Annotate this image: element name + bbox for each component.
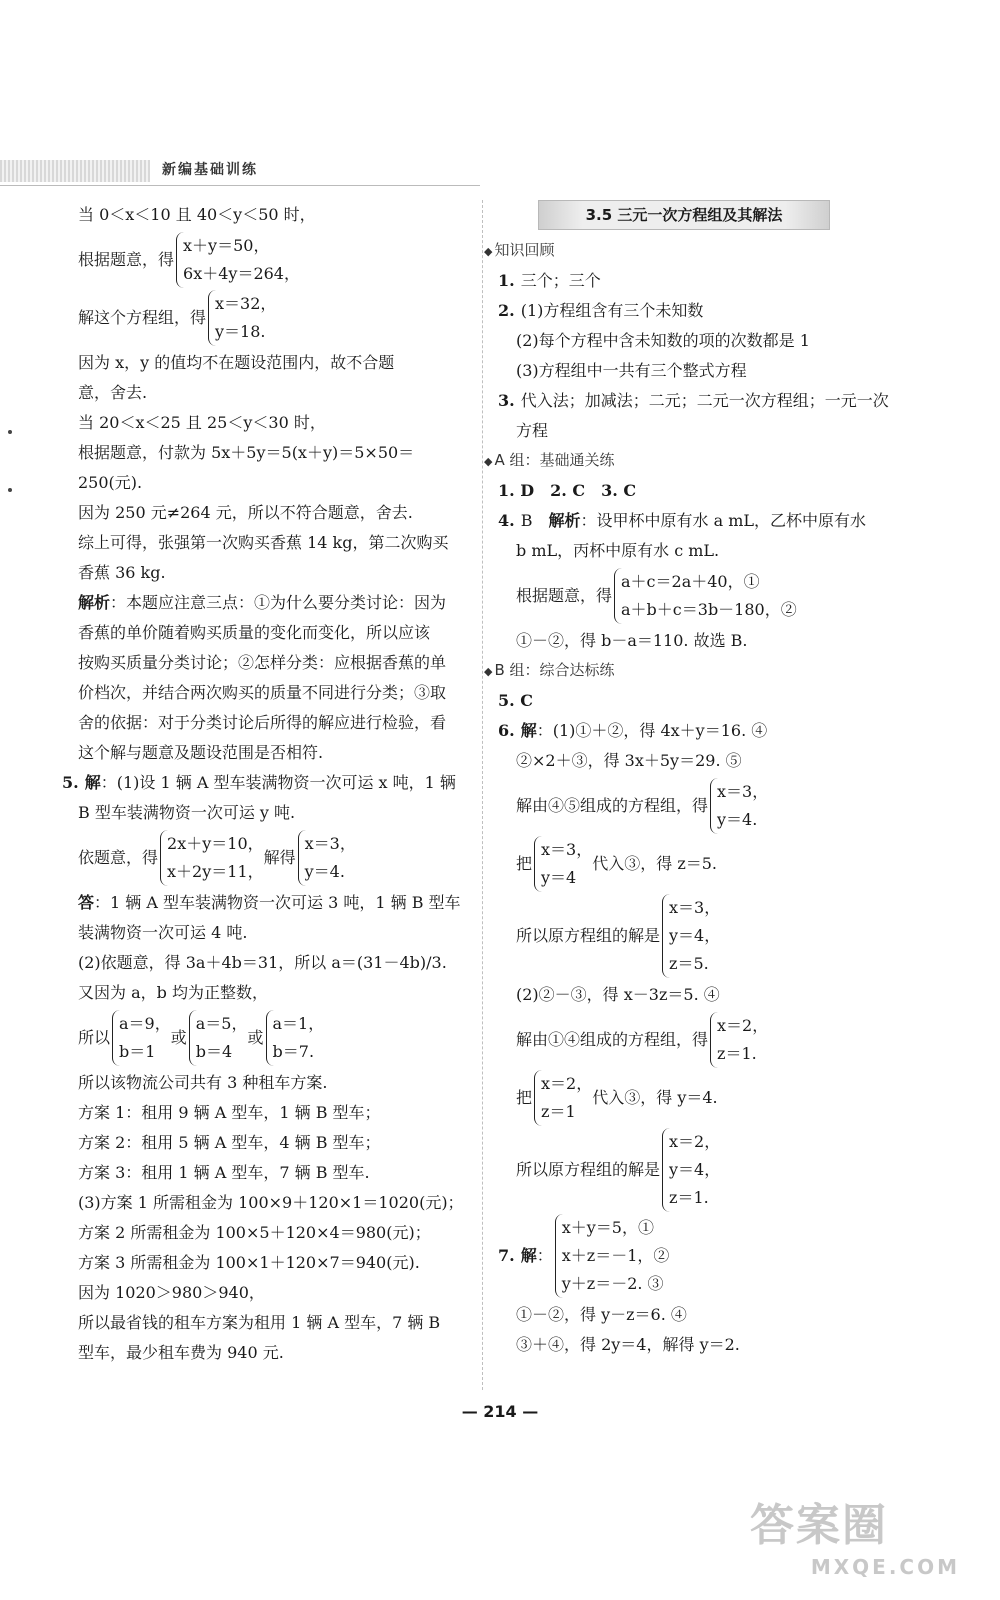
analysis-line: 香蕉的单价随着购买质量的变化而变化，所以应该 xyxy=(78,623,431,642)
answer-label: 答 xyxy=(78,893,95,912)
analysis-label: 解析 xyxy=(78,593,111,612)
diamond-icon: ◆ xyxy=(484,665,493,678)
watermark-url: MXQE.COM xyxy=(810,1555,960,1579)
group-a-heading-text: A 组：基础通关练 xyxy=(494,451,615,469)
text-line: 方案 3：租用 1 辆 A 型车，7 辆 B 型车. xyxy=(78,1163,370,1182)
text-line: 型车，最少租车费为 940 元. xyxy=(78,1343,284,1362)
text-line: 所以最省钱的租车方案为租用 1 辆 A 型车，7 辆 B xyxy=(78,1313,441,1332)
brace xyxy=(160,830,264,886)
system-lead: 把 xyxy=(516,1088,533,1107)
equation: x＝32， xyxy=(215,294,277,313)
answer-3 xyxy=(498,386,898,416)
equation-system xyxy=(498,568,898,624)
brace xyxy=(189,1010,248,1066)
text-line: 250(元). xyxy=(78,473,143,492)
diamond-icon: ◆ xyxy=(484,245,493,258)
brace xyxy=(534,1070,592,1126)
brace xyxy=(176,232,300,288)
system-lead: 所以原方程组的解是 xyxy=(516,926,661,945)
solution-label: 解 xyxy=(84,773,101,792)
analysis-text: ：本题应注意三点：①为什么要分类讨论：因为 xyxy=(110,593,447,612)
equation: z＝5. xyxy=(669,954,709,973)
text-line: 方案 2 所需租金为 100×5＋120×4＝980(元)； xyxy=(78,1223,431,1242)
text-line: 方案 1：租用 9 辆 A 型车，1 辆 B 型车； xyxy=(78,1103,381,1122)
equation: x＋y＝5，① xyxy=(561,1218,654,1237)
header-title: 新编基础训练 xyxy=(162,162,258,178)
equation-system xyxy=(78,290,473,346)
equation: a＝1， xyxy=(272,1014,325,1033)
brace xyxy=(266,1010,325,1066)
equation: x＝3， xyxy=(304,834,356,853)
answer-text: (1)方程组含有三个未知数 xyxy=(520,301,704,320)
system-tail: 代入③，得 y＝4. xyxy=(592,1088,718,1107)
brace xyxy=(555,1214,670,1298)
left-column xyxy=(62,200,473,1368)
text-line: 根据题意，付款为 5x＋5y＝5(x＋y)＝5×50＝ xyxy=(78,443,415,462)
analysis-line xyxy=(78,588,473,618)
answer-text: 代入法；加减法；二元；二元一次方程组；一元一次 xyxy=(520,391,889,410)
answer-line xyxy=(78,888,473,918)
equation: x＋y＝50， xyxy=(183,236,270,255)
text-line: ③＋④，得 2y＝4，解得 y＝2. xyxy=(516,1335,740,1354)
solution-label: 解 xyxy=(520,1246,537,1265)
text-line: ①－②，得 y－z＝6. ④ xyxy=(516,1305,687,1324)
equation-system xyxy=(78,830,473,886)
equation: 2x＋y＝10， xyxy=(167,834,264,853)
question-number: 6. xyxy=(498,721,515,740)
text-line: (3)方案 1 所需租金为 100×9＋120×1＝1020(元)； xyxy=(78,1193,464,1212)
text-line: 因为 1020＞980＞940， xyxy=(78,1283,265,1302)
equation-system xyxy=(78,232,473,288)
answer-text: ：1 辆 A 型车装满物资一次可运 3 吨，1 辆 B 型车 xyxy=(94,893,461,912)
equation: y＝4. xyxy=(304,862,345,881)
question-5 xyxy=(62,768,473,798)
equation: z＝1. xyxy=(717,1044,757,1063)
system-lead: 根据题意，得 xyxy=(516,586,613,605)
header-rule xyxy=(0,185,480,186)
equation: a＝9， xyxy=(119,1014,171,1033)
brace xyxy=(534,836,592,892)
system-or: 或 xyxy=(247,1028,264,1047)
text-line: 又因为 a，b 均为正整数， xyxy=(78,983,268,1002)
equation: y＝4. xyxy=(717,810,758,829)
answer-1 xyxy=(498,266,898,296)
equation: x＋z＝－1，② xyxy=(561,1246,670,1265)
equation: b＝4 xyxy=(195,1042,233,1061)
answers-1-3: 1. D 2. C 3. C xyxy=(498,481,637,500)
diamond-icon: ◆ xyxy=(484,455,493,468)
text-line: b mL，丙杯中原有水 c mL. xyxy=(516,541,720,560)
answer-choice: B xyxy=(520,511,533,530)
system-lead: 所以 xyxy=(78,1028,111,1047)
brace xyxy=(614,568,797,624)
equation: 6x＋4y＝264， xyxy=(183,264,300,283)
column-divider xyxy=(482,200,483,1390)
equation: x＝2， xyxy=(717,1016,769,1035)
system-lead: 所以原方程组的解是 xyxy=(516,1160,661,1179)
equation: y＝18. xyxy=(215,322,266,341)
text-line: 香蕉 36 kg. xyxy=(78,563,166,582)
question-number: 2. xyxy=(498,301,515,320)
system-tail: 代入③，得 z＝5. xyxy=(592,854,718,873)
question-7: 7. 解： xyxy=(498,1246,553,1265)
analysis-line: 舍的依据：对于分类讨论后所得的解应进行检验，看 xyxy=(78,713,447,732)
text-line: (2)②－③，得 x－3z＝5. ④ xyxy=(516,985,720,1004)
equation: x＝3， xyxy=(669,898,721,917)
equation: b＝1 xyxy=(119,1042,156,1061)
answer-5: 5. C xyxy=(498,691,534,710)
equation: b＝7. xyxy=(272,1042,315,1061)
solution-text: ：(1)①＋②，得 4x＋y＝16. ④ xyxy=(536,721,768,740)
equation-system xyxy=(498,1214,898,1298)
equation: a＋c＝2a＋40，① xyxy=(621,572,760,591)
question-number: 3. xyxy=(498,391,515,410)
watermark-logo xyxy=(750,1500,970,1590)
equation-system xyxy=(78,1010,473,1066)
analysis-line: 这个解与题意及题设范围是否相符. xyxy=(78,743,324,762)
answer-4 xyxy=(498,506,898,536)
equation: a＝5， xyxy=(195,1014,248,1033)
text-line: ①－②，得 b－a＝110. 故选 B. xyxy=(516,631,748,650)
text-line: 所以该物流公司共有 3 种租车方案. xyxy=(78,1073,328,1092)
text-line: 因为 x，y 的值均不在题设范围内，故不合题 xyxy=(78,353,395,372)
equation: y＝4， xyxy=(669,1160,721,1179)
text-line: 当 20＜x＜25 且 25＜y＜30 时， xyxy=(78,413,326,432)
right-column xyxy=(484,200,898,1360)
equation: y＝4， xyxy=(669,926,721,945)
text-line: (2)依题意，得 3a＋4b＝31，所以 a＝(31－4b)/3. xyxy=(78,953,447,972)
text-line: B 型车装满物资一次可运 y 吨. xyxy=(78,803,296,822)
brace xyxy=(208,290,276,346)
brace xyxy=(298,830,356,886)
system-lead: 解由①④组成的方程组，得 xyxy=(516,1030,709,1049)
text-line: 综上可得，张强第一次购买香蕉 14 kg，第二次购买 xyxy=(78,533,449,552)
analysis-text: ：设甲杯中原有水 a mL，乙杯中原有水 xyxy=(580,511,867,530)
equation-system xyxy=(498,1128,898,1212)
analysis-line: 价档次，并结合两次购买的质量不同进行分类；③取 xyxy=(78,683,447,702)
equation-system xyxy=(498,836,898,892)
group-b-heading xyxy=(484,656,898,686)
analysis-line: 按购买质量分类讨论；②怎样分类：应根据香蕉的单 xyxy=(78,653,447,672)
system-lead: 把 xyxy=(516,854,533,873)
equation: y＝4 xyxy=(541,868,577,887)
analysis-label: 解析 xyxy=(548,511,581,530)
text-line: 方案 3 所需租金为 100×1＋120×7＝940(元). xyxy=(78,1253,420,1272)
text-line: 方程 xyxy=(516,421,549,440)
brace xyxy=(662,1128,720,1212)
system-lead: 解这个方程组，得 xyxy=(78,308,207,327)
equation: x＝3， xyxy=(541,840,593,859)
answer-6 xyxy=(498,716,898,746)
equation: z＝1 xyxy=(541,1102,576,1121)
solution-label: 解 xyxy=(520,721,537,740)
system-lead: 依题意，得 xyxy=(78,848,159,867)
header-decoration xyxy=(0,160,150,182)
text-line: 因为 250 元≠264 元，所以不符合题意，舍去. xyxy=(78,503,413,522)
text-line: 装满物资一次可运 4 吨. xyxy=(78,923,248,942)
question-number: 1. xyxy=(498,271,515,290)
answer-2 xyxy=(498,296,898,326)
equation-system xyxy=(498,1012,898,1068)
brace xyxy=(662,894,720,978)
question-number: 5. xyxy=(62,773,79,792)
equation: x＝2， xyxy=(541,1074,593,1093)
margin-mark xyxy=(8,430,12,434)
equation: x＝2， xyxy=(669,1132,721,1151)
equation: x＝3， xyxy=(717,782,769,801)
equation: a＋b＋c＝3b－180，② xyxy=(621,600,797,619)
brace xyxy=(710,778,768,834)
text-line: (2)每个方程中含未知数的项的次数都是 1 xyxy=(516,331,810,350)
system-or: 或 xyxy=(170,1028,187,1047)
review-heading xyxy=(484,236,898,266)
equation-system xyxy=(498,1070,898,1126)
watermark-text: 答案圈 xyxy=(750,1500,888,1551)
system-lead: 根据题意，得 xyxy=(78,250,175,269)
answer-text: 三个；三个 xyxy=(520,271,601,290)
system-lead: 解由④⑤组成的方程组，得 xyxy=(516,796,709,815)
equation-system xyxy=(498,778,898,834)
group-b-heading-text: B 组：综合达标练 xyxy=(494,661,615,679)
system-mid: 解得 xyxy=(263,848,296,867)
equation: z＝1. xyxy=(669,1188,709,1207)
question-text: ：(1)设 1 辆 A 型车装满物资一次可运 x 吨，1 辆 xyxy=(100,773,456,792)
brace xyxy=(710,1012,768,1068)
group-a-heading xyxy=(484,446,898,476)
margin-mark xyxy=(8,488,12,492)
equation-system xyxy=(498,894,898,978)
question-number: 4. xyxy=(498,511,515,530)
text-line: 意，舍去. xyxy=(78,383,148,402)
brace xyxy=(112,1010,171,1066)
question-number: 7. xyxy=(498,1246,515,1265)
equation: x＋2y＝11， xyxy=(167,862,264,881)
equation: y＋z＝－2. ③ xyxy=(561,1274,664,1293)
section-title: 3.5 三元一次方程组及其解法 xyxy=(538,200,830,230)
page-number: — 214 — xyxy=(461,1402,539,1421)
text-line: 当 0＜x＜10 且 40＜y＜50 时， xyxy=(78,205,316,224)
text-line: ②×2＋③，得 3x＋5y＝29. ⑤ xyxy=(516,751,742,770)
review-heading-text: 知识回顾 xyxy=(494,241,555,259)
text-line: (3)方程组中一共有三个整式方程 xyxy=(516,361,747,380)
text-line: 方案 2：租用 5 辆 A 型车，4 辆 B 型车； xyxy=(78,1133,381,1152)
